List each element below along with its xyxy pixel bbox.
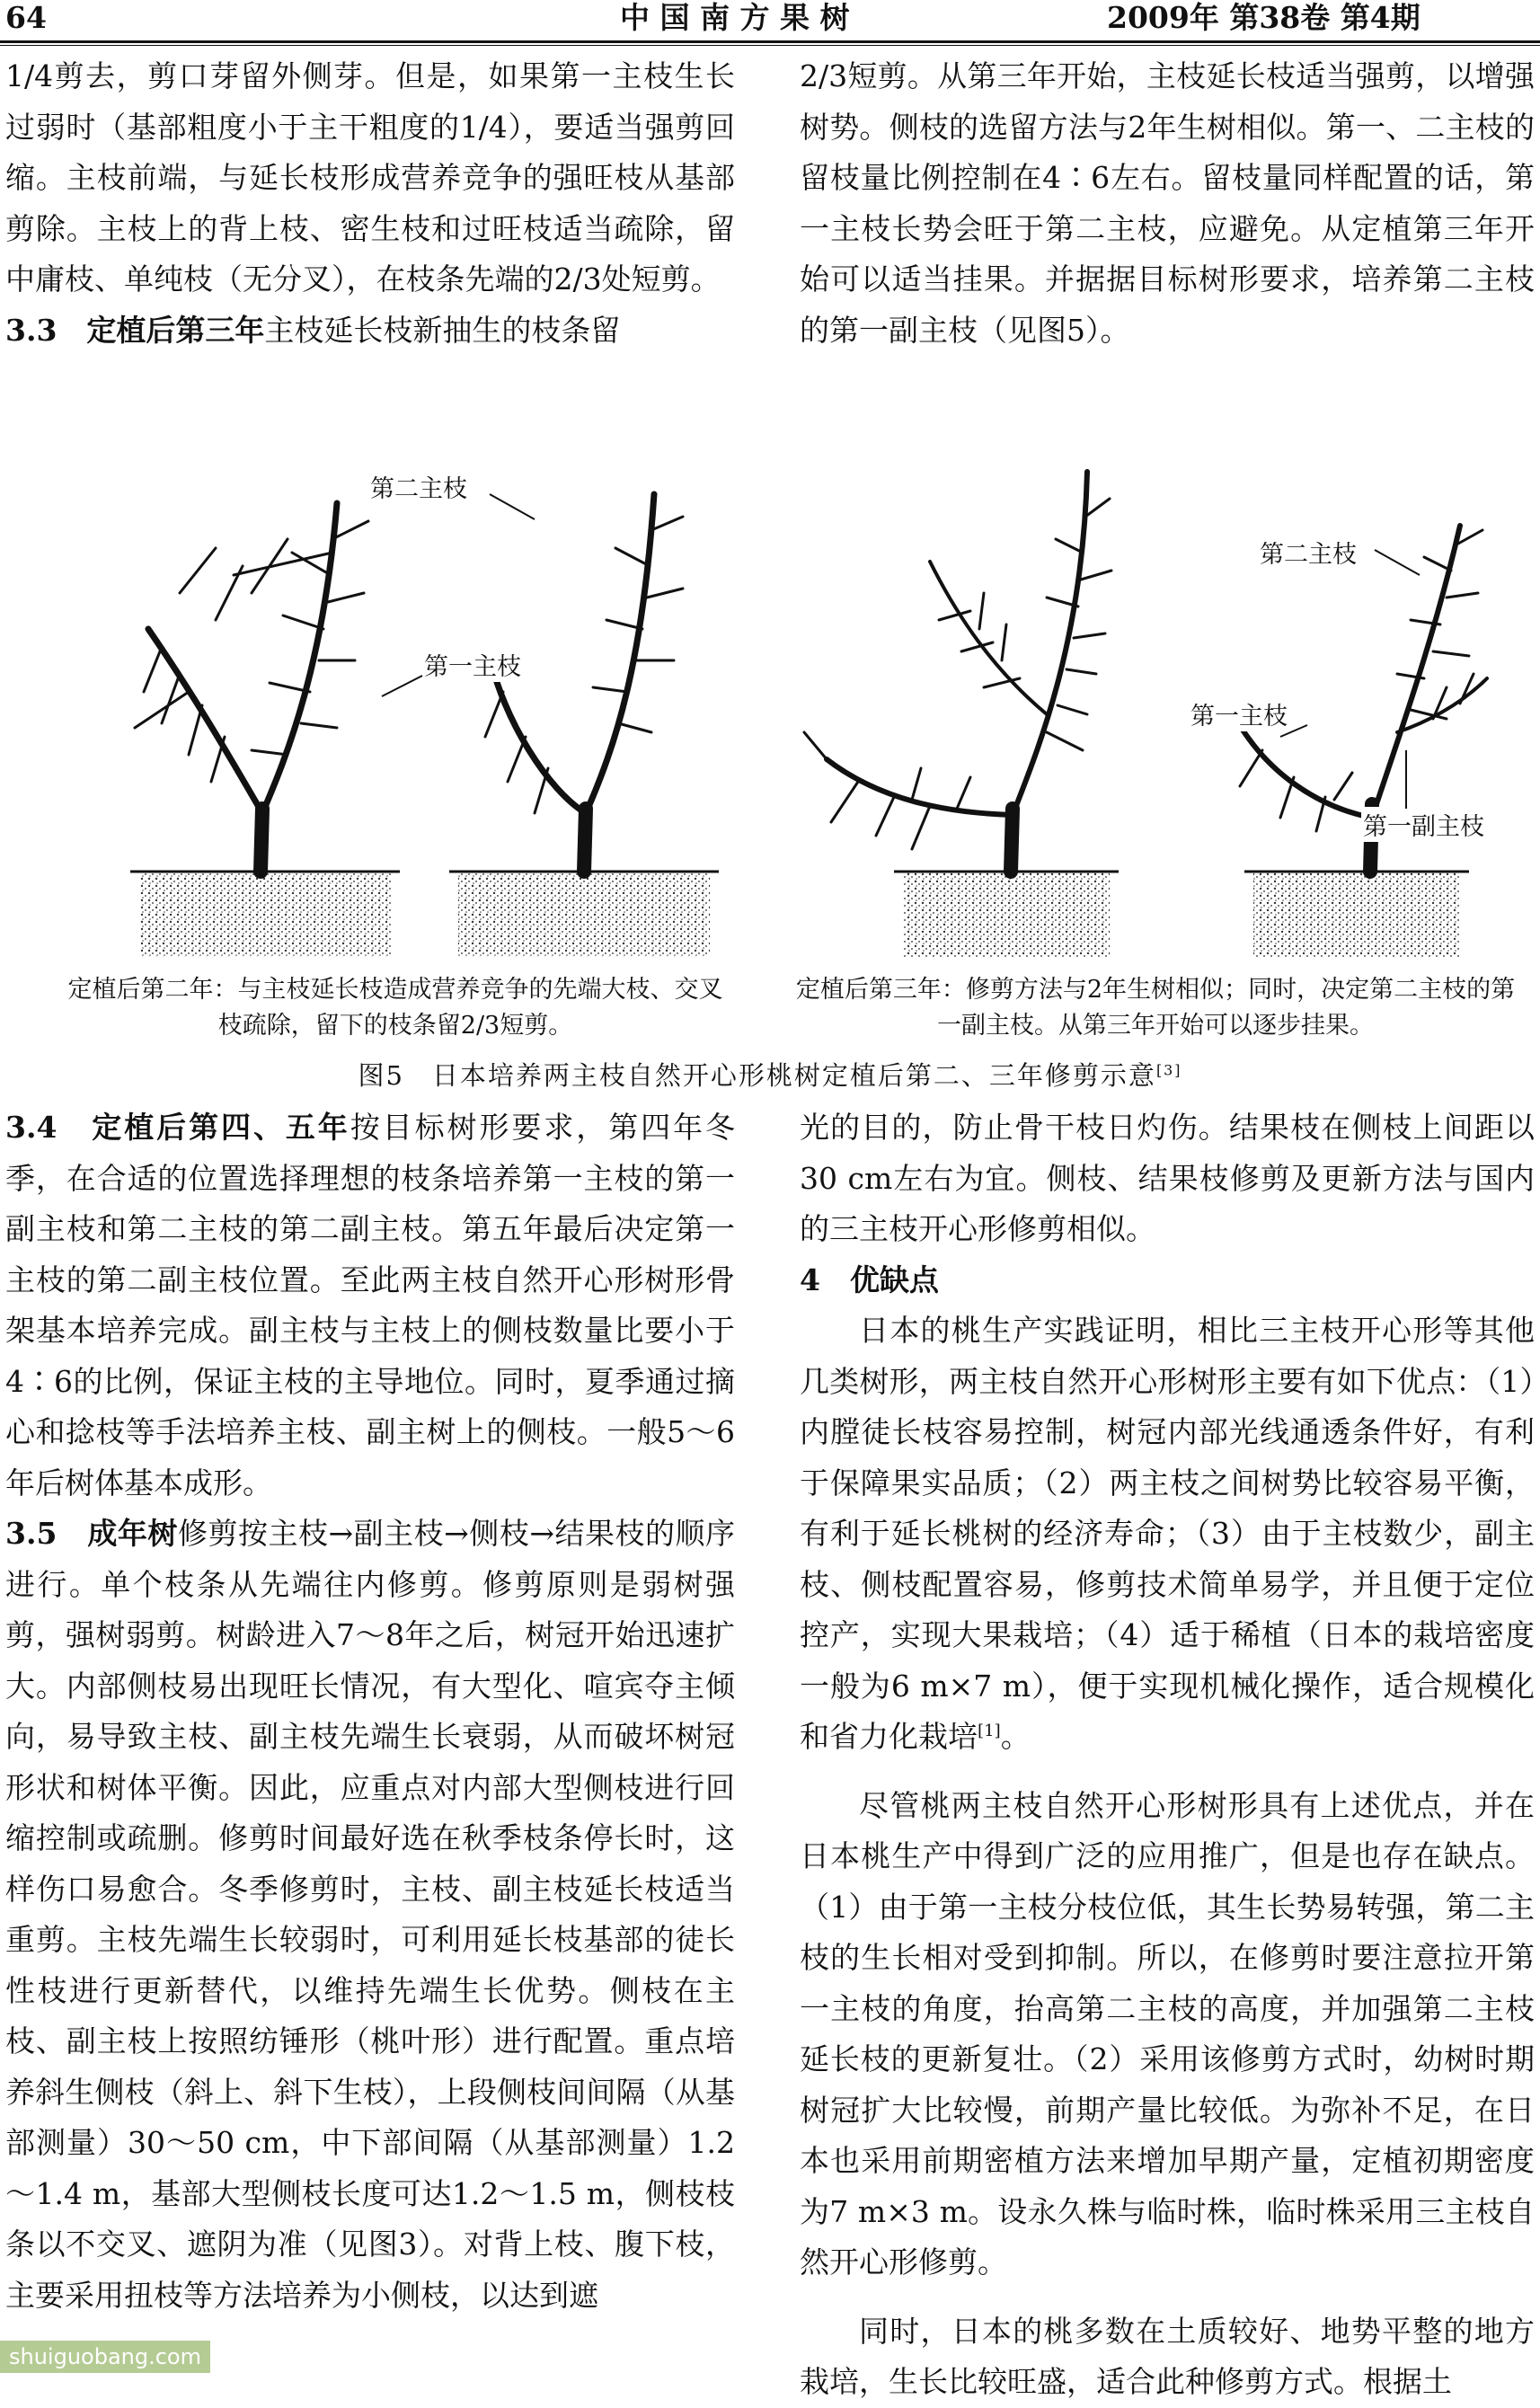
- section-text: 按目标树形要求，第四年冬季，在合适的位置选择理想的枝条培养第一主枝的第一副主枝和第二主枝的第二副主枝。第五年最后决定第一主枝的第二副主枝位置。至此两主枝自然开心形树形骨架基本培养完成。副主枝与主枝上的侧枝数量比要小于4∶6的比例，保证主枝的主导地位。同时，夏季通过摘心和捻枝等手法培养主枝、副主树上的侧枝。一般5～6年后树体基本成形。: [5, 1110, 736, 1501]
- paragraph: 尽管桃两主枝自然开心形树形具有上述优点，并在日本桃生产中得到广泛的应用推广，但是也存在缺点。（1）由于第一主枝分枝位低，其生长势易转强，第二主枝的生长相对受到抑制。所以，在修剪时要注意拉开第一主枝的角度，抬高第二主枝的高度，并加强第二主枝延长枝的更新复壮。（2）采用该修剪方式时，幼树时期树冠扩大比较慢，前期产量比较低。为弥补不足，在日本也采用前期密植方法来增加早期产量，定植初期密度为7 m×3 m。设永久株与临时株，临时株采用三主枝自然开心形修剪。: [800, 1787, 1535, 2280]
- section-text: 修剪按主枝→副主枝→侧枝→结果枝的顺序进行。单个枝条从先端往内修剪。修剪原则是弱树强剪，强树弱剪。树龄进入7～8年之后，树冠开始迅速扩大。内部侧枝易出现旺长情况，有大型化、喧宾夺主倾向，易导致主枝、副主枝先端生长衰弱，从而破坏树冠形状和树体平衡。因此，应重点对内部大型侧枝进行回缩控制或疏删。修剪时间最好选在秋季枝条停长时，这样伤口易愈合。冬季修剪时，主枝、副主枝延长枝适当重剪。主枝先端生长较弱时，可利用延长枝基部的徒长性枝进行更新替代，以维持先端生长优势。侧枝在主枝、副主枝上按照纺锤形（桃叶形）进行配置。重点培养斜生侧枝（斜上、斜下生枝），上段侧枝间间隔（从基部测量）30～50 cm，中下部间隔（从基部测量）1.2～1.4 m，基部大型侧枝长度可达1.2～1.5 m，侧枝枝条以不交叉、遮阴为准（见图3）。对背上枝、腹下枝，主要: [5, 1516, 736, 2313]
- section-3-3: [5, 305, 735, 357]
- label-leaders: [777, 463, 1532, 970]
- figure-right-panel: [777, 463, 1532, 970]
- figure-left-panel: [126, 467, 755, 970]
- watermark: shuiguobang.com: [0, 2341, 210, 2373]
- section-text-tail: 采用扭枝等方法培养为小侧枝，以达到遮: [65, 2277, 598, 2313]
- right-column-bottom: [800, 1102, 1535, 2408]
- label-first-sub-main-branch: 第一副主枝: [1361, 807, 1486, 842]
- paragraph: 同时，日本的桃多数在土质较好、地势平整的地方栽培，生长比较旺盛，适合此种修剪方式。根据土: [800, 2313, 1535, 2399]
- issue-info: 2009年 第38卷 第4期: [1107, 0, 1421, 35]
- paragraph: 2/3短剪。从第三年开始，主枝延长枝适当强剪，以增强树势。侧枝的选留方法与2年生树相似。第一、二主枝的留枝量比例控制在4∶6左右。留枝量同样配置的话，第一主枝长势会旺于第二主枝，应避免。从定植第三年开始可以适当挂果。并据据目标树形要求，培养第二主枝的第一副主枝（见图5）。: [800, 58, 1535, 348]
- label-first-main-branch: 第一主枝: [1189, 696, 1289, 731]
- label-second-main-branch: 第二主枝: [368, 469, 469, 504]
- label-second-main-branch: 第二主枝: [1258, 535, 1359, 570]
- header-rule: [0, 40, 1540, 43]
- figure-reference: [3]: [1155, 1061, 1182, 1079]
- section-text: 主枝延长枝新抽生的枝条留: [264, 312, 621, 348]
- figure-title: [0, 1056, 1540, 1093]
- header-rule-thin: [0, 45, 1540, 46]
- paragraph: 光的目的，防止骨干枝日灼伤。结果枝在侧枝上间距以30 cm左右为宜。侧枝、结果枝修剪及更新方法与国内的三主枝开心形修剪相似。: [800, 1110, 1535, 1246]
- journal-name: 中 国 南 方 果 树: [620, 0, 850, 35]
- section-heading: 3.4 定植后第四、五年: [5, 1110, 350, 1145]
- figure-left-caption: 定植后第二年：与主枝延长枝造成营养竞争的先端大枝、交叉枝疏除，留下的枝条留2/3短剪。: [67, 976, 723, 1040]
- section-4-heading: 4 优缺点: [800, 1262, 939, 1297]
- label-first-main-branch: 第一主枝: [422, 647, 523, 682]
- paragraph-end: 。: [1000, 1719, 1031, 1754]
- paragraph: 1/4剪去，剪口芽留外侧芽。但是，如果第一主枝生长过弱时（基部粗度小于主干粗度的1/4），要适当强剪回缩。主枝前端，与延长枝形成营养竞争的强旺枝从基部剪除。主枝上的背上枝、密生枝和过旺枝适当疏除，留中庸枝、单纯枝（无分叉），在枝条先端的2/3处短剪。: [5, 58, 735, 297]
- section-3-4: [5, 1102, 735, 1509]
- label-leaders: [126, 467, 755, 970]
- figure-right-caption: 定植后第三年：修剪方法与2年生树相似；同时，决定第二主枝的第一副主枝。从第三年开始可以逐步挂果。: [795, 976, 1516, 1040]
- section-3-5: [5, 1509, 735, 2321]
- citation: [1]: [978, 1722, 1001, 1740]
- page-header: [0, 0, 1540, 36]
- section-heading: 3.5 成年树: [5, 1516, 178, 1551]
- figure-title-text: 图5 日本培养两主枝自然开心形桃树定植后第二、三年修剪示意: [358, 1060, 1156, 1091]
- left-column-bottom: [5, 1102, 735, 2321]
- left-column-top: [5, 51, 735, 356]
- page-number: 64: [5, 0, 47, 35]
- section-heading: 3.3 定植后第三年: [5, 312, 265, 348]
- right-column-top: [800, 51, 1535, 356]
- paragraph-text: 日本的桃生产实践证明，相比三主枝开心形等其他几类树形，两主枝自然开心形树形主要有如下优点：（1）内膛徒长枝容易控制，树冠内部光线通透条件好，有利于保障果实品质；（2）两主枝之间树势比较容易平衡，有利于延长桃树的经济寿命；（3）由于主枝数少，副主枝、侧枝配置容易，修剪技术简单易学，并且便于定位控产，实现大果栽培；（4）适于稀植（日本的栽培密度一般为6 m×7 m），便于实现机械化操作，适合规模化和省力化栽培: [800, 1313, 1535, 1754]
- paragraph: [800, 1306, 1535, 1763]
